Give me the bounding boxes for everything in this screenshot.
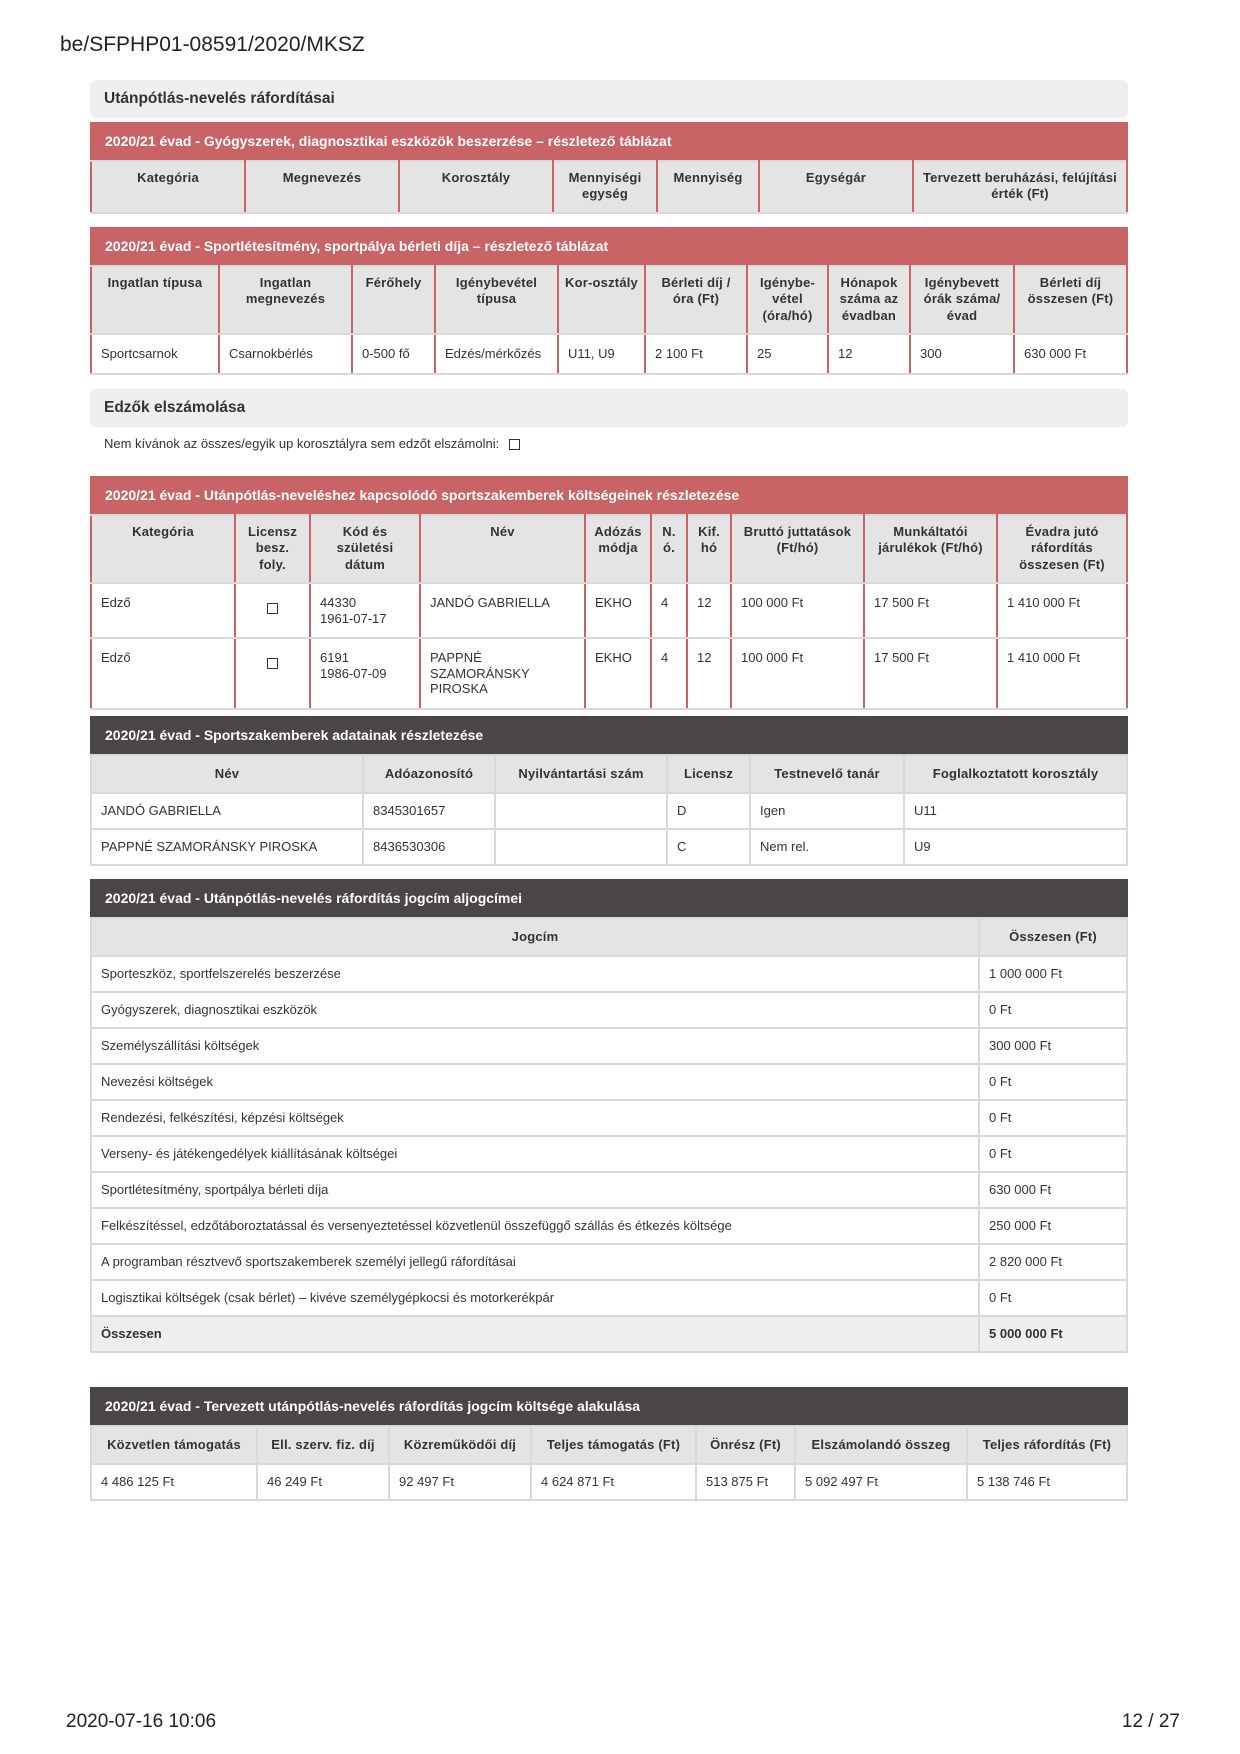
column-header: Ingatlan típusa [91, 266, 219, 334]
license-checkbox[interactable] [267, 603, 278, 614]
column-header: Teljes ráfordítás (Ft) [967, 1426, 1127, 1464]
coaches-table-block [90, 476, 1128, 710]
table-cell: 46 249 Ft [257, 1464, 389, 1500]
table-cell: Sportlétesítmény, sportpálya bérleti díja [91, 1172, 979, 1208]
column-header: Nyilvántartási szám [495, 755, 667, 793]
no-coach-note [104, 436, 520, 451]
column-header: Jogcím [91, 918, 979, 956]
table-row [91, 793, 1127, 829]
rent-table-block [90, 227, 1128, 375]
column-header: Teljes támogatás (Ft) [531, 1426, 696, 1464]
table-cell: 1 410 000 Ft [997, 638, 1127, 709]
column-header: Közreműködői díj [389, 1426, 531, 1464]
table-cell: 12 [687, 583, 731, 638]
coach-code: 6191 [320, 650, 349, 666]
coach-birth-date: 1986-07-09 [320, 665, 387, 681]
column-header: Kif. hó [687, 515, 731, 583]
table-row [91, 1464, 1127, 1500]
table-cell: 0 Ft [979, 1136, 1127, 1172]
column-header: Elszámolandó összeg [795, 1426, 967, 1464]
column-header: Igénybe-vétel (óra/hó) [747, 266, 828, 334]
section-title-coaches: Edzők elszámolása [90, 389, 1128, 427]
table-cell: 630 000 Ft [979, 1172, 1127, 1208]
table-cell: 92 497 Ft [389, 1464, 531, 1500]
staff-table-title: 2020/21 évad - Sportszakemberek adatainak részletezése [90, 716, 1128, 754]
table-cell: 0 Ft [979, 1280, 1127, 1316]
table-cell: Logisztikai költségek (csak bérlet) – kivéve személygépkocsi és motorkerékpár [91, 1280, 979, 1316]
table-cell: 0 Ft [979, 992, 1127, 1028]
table-cell: 630 000 Ft [1014, 334, 1127, 374]
table-cell: 12 [687, 638, 731, 709]
license-checkbox-cell [235, 638, 310, 709]
staff-table [90, 754, 1128, 866]
table-cell: 2 820 000 Ft [979, 1244, 1127, 1280]
table-row [91, 992, 1127, 1028]
table-cell: Igen [750, 793, 904, 829]
table-cell: C [667, 829, 750, 865]
table-cell: Felkészítéssel, edzőtáboroztatással és versenyeztetéssel közvetlenül összefüggő szállás és étkezés költsége [91, 1208, 979, 1244]
table-cell: 5 138 746 Ft [967, 1464, 1127, 1500]
table-cell: 100 000 Ft [731, 583, 864, 638]
column-header: Igénybevett órák száma/évad [910, 266, 1014, 334]
column-header: Kategória [91, 161, 245, 213]
column-header: Licensz besz. foly. [235, 515, 310, 583]
table-cell: 513 875 Ft [696, 1464, 795, 1500]
column-header: Összesen (Ft) [979, 918, 1127, 956]
costs-table-title: 2020/21 évad - Tervezett utánpótlás-nevelés ráfordítás jogcím költsége alakulása [90, 1387, 1128, 1425]
table-cell: 0 Ft [979, 1064, 1127, 1100]
column-header: Név [91, 755, 363, 793]
table-cell: PAPPNÉ SZAMORÁNSKY PIROSKA [91, 829, 363, 865]
table-cell: Edző [91, 583, 235, 638]
column-header: Munkáltatói járulékok (Ft/hó) [864, 515, 997, 583]
column-header: Bérleti díj összesen (Ft) [1014, 266, 1127, 334]
column-header: Bruttó juttatások (Ft/hó) [731, 515, 864, 583]
table-cell: 8436530306 [363, 829, 495, 865]
coach-birth-date: 1961-07-17 [320, 610, 387, 626]
table-row [91, 1244, 1127, 1280]
table-row [91, 334, 1127, 374]
drugs-table-block [90, 122, 1128, 214]
table-row [91, 1064, 1127, 1100]
table-cell: 25 [747, 334, 828, 374]
footer-timestamp: 2020-07-16 10:06 [66, 1711, 217, 1732]
table-cell: EKHO [585, 583, 651, 638]
column-header: Ell. szerv. fiz. díj [257, 1426, 389, 1464]
total-value: 5 000 000 Ft [979, 1316, 1127, 1352]
column-header: Tervezett beruházási, felújítási érték (Ft) [913, 161, 1127, 213]
coaches-table-title: 2020/21 évad - Utánpótlás-neveléshez kapcsolódó sportszakemberek költségeinek részletezése [90, 476, 1128, 514]
table-cell: U11, U9 [558, 334, 645, 374]
table-cell: Edzés/mérkőzés [435, 334, 558, 374]
table-cell: PAPPNÉ SZAMORÁNSKY PIROSKA [420, 638, 585, 709]
table-cell [495, 829, 667, 865]
column-header: Kategória [91, 515, 235, 583]
table-row [91, 638, 1127, 709]
table-cell [495, 793, 667, 829]
table-cell [310, 638, 420, 709]
table-cell: 4 [651, 583, 687, 638]
column-header: Hónapok száma az évadban [828, 266, 910, 334]
table-cell: 4 486 125 Ft [91, 1464, 257, 1500]
column-header: Licensz [667, 755, 750, 793]
table-cell: Gyógyszerek, diagnosztikai eszközök [91, 992, 979, 1028]
table-cell: Személyszállítási költségek [91, 1028, 979, 1064]
table-cell: 250 000 Ft [979, 1208, 1127, 1244]
column-header: Adóazonosító [363, 755, 495, 793]
table-cell: Nem rel. [750, 829, 904, 865]
table-cell: Csarnokbérlés [219, 334, 352, 374]
footer-page-number: 12 / 27 [1121, 1711, 1180, 1732]
column-header: Mennyiség [657, 161, 759, 213]
table-cell: 5 092 497 Ft [795, 1464, 967, 1500]
table-cell: 4 624 871 Ft [531, 1464, 696, 1500]
drugs-table [90, 160, 1128, 214]
no-coach-checkbox[interactable] [509, 439, 520, 450]
titles-table [90, 917, 1128, 1353]
column-header: Egységár [759, 161, 913, 213]
column-header: Bérleti díj / óra (Ft) [645, 266, 747, 334]
table-row [91, 956, 1127, 992]
table-cell [310, 583, 420, 638]
column-header: Mennyiségi egység [553, 161, 657, 213]
column-header: Igénybevétel típusa [435, 266, 558, 334]
table-cell: 300 [910, 334, 1014, 374]
column-header: Évadra jutó ráfordítás összesen (Ft) [997, 515, 1127, 583]
table-cell: 100 000 Ft [731, 638, 864, 709]
table-cell: 2 100 Ft [645, 334, 747, 374]
coach-code: 44330 [320, 595, 357, 610]
staff-table-block [90, 716, 1128, 866]
table-cell: 300 000 Ft [979, 1028, 1127, 1064]
table-cell: Sporteszköz, sportfelszerelés beszerzése [91, 956, 979, 992]
column-header: Név [420, 515, 585, 583]
table-row [91, 1136, 1127, 1172]
table-cell: Sportcsarnok [91, 334, 219, 374]
license-checkbox-cell [235, 583, 310, 638]
column-header: Korosztály [399, 161, 553, 213]
table-row [91, 1028, 1127, 1064]
table-cell: U9 [904, 829, 1127, 865]
column-header: Foglalkoztatott korosztály [904, 755, 1127, 793]
rent-table [90, 265, 1128, 375]
titles-table-block [90, 879, 1128, 1353]
column-header: Megnevezés [245, 161, 399, 213]
drugs-table-title: 2020/21 évad - Gyógyszerek, diagnosztikai eszközök beszerzése – részletező táblázat [90, 122, 1128, 160]
table-cell: Nevezési költségek [91, 1064, 979, 1100]
column-header: Férőhely [352, 266, 435, 334]
costs-table [90, 1425, 1128, 1501]
table-row [91, 583, 1127, 638]
total-row [91, 1316, 1127, 1352]
table-cell: A programban résztvevő sportszakemberek személyi jellegű ráfordításai [91, 1244, 979, 1280]
titles-table-title: 2020/21 évad - Utánpótlás-nevelés ráfordítás jogcím aljogcímei [90, 879, 1128, 917]
column-header: Testnevelő tanár [750, 755, 904, 793]
column-header: N. ó. [651, 515, 687, 583]
column-header: Közvetlen támogatás [91, 1426, 257, 1464]
table-cell: 17 500 Ft [864, 583, 997, 638]
table-cell: 0 Ft [979, 1100, 1127, 1136]
column-header: Kód és születési dátum [310, 515, 420, 583]
section-title-youth-expenses: Utánpótlás-nevelés ráfordításai [90, 80, 1128, 118]
coaches-table [90, 514, 1128, 710]
table-row [91, 1100, 1127, 1136]
license-checkbox[interactable] [267, 658, 278, 669]
table-cell: JANDÓ GABRIELLA [420, 583, 585, 638]
table-cell: EKHO [585, 638, 651, 709]
table-cell: 17 500 Ft [864, 638, 997, 709]
table-cell: Verseny- és játékengedélyek kiállításának költségei [91, 1136, 979, 1172]
column-header: Adózás módja [585, 515, 651, 583]
table-row [91, 1208, 1127, 1244]
table-cell: D [667, 793, 750, 829]
table-cell: 4 [651, 638, 687, 709]
column-header: Önrész (Ft) [696, 1426, 795, 1464]
table-cell: 8345301657 [363, 793, 495, 829]
table-row [91, 1280, 1127, 1316]
table-cell: 1 410 000 Ft [997, 583, 1127, 638]
table-cell: 1 000 000 Ft [979, 956, 1127, 992]
table-cell: JANDÓ GABRIELLA [91, 793, 363, 829]
table-row [91, 829, 1127, 865]
table-cell: 12 [828, 334, 910, 374]
table-cell: Rendezési, felkészítési, képzési költségek [91, 1100, 979, 1136]
table-cell: U11 [904, 793, 1127, 829]
costs-table-block [90, 1387, 1128, 1501]
column-header: Ingatlan megnevezés [219, 266, 352, 334]
column-header: Kor-osztály [558, 266, 645, 334]
table-cell: Edző [91, 638, 235, 709]
no-coach-note-text: Nem kívánok az összes/egyik up korosztályra sem edzőt elszámolni: [104, 436, 500, 451]
total-label: Összesen [91, 1316, 979, 1352]
document-id: be/SFPHP01-08591/2020/MKSZ [60, 33, 365, 56]
table-row [91, 1172, 1127, 1208]
rent-table-title: 2020/21 évad - Sportlétesítmény, sportpálya bérleti díja – részletező táblázat [90, 227, 1128, 265]
table-cell: 0-500 fő [352, 334, 435, 374]
